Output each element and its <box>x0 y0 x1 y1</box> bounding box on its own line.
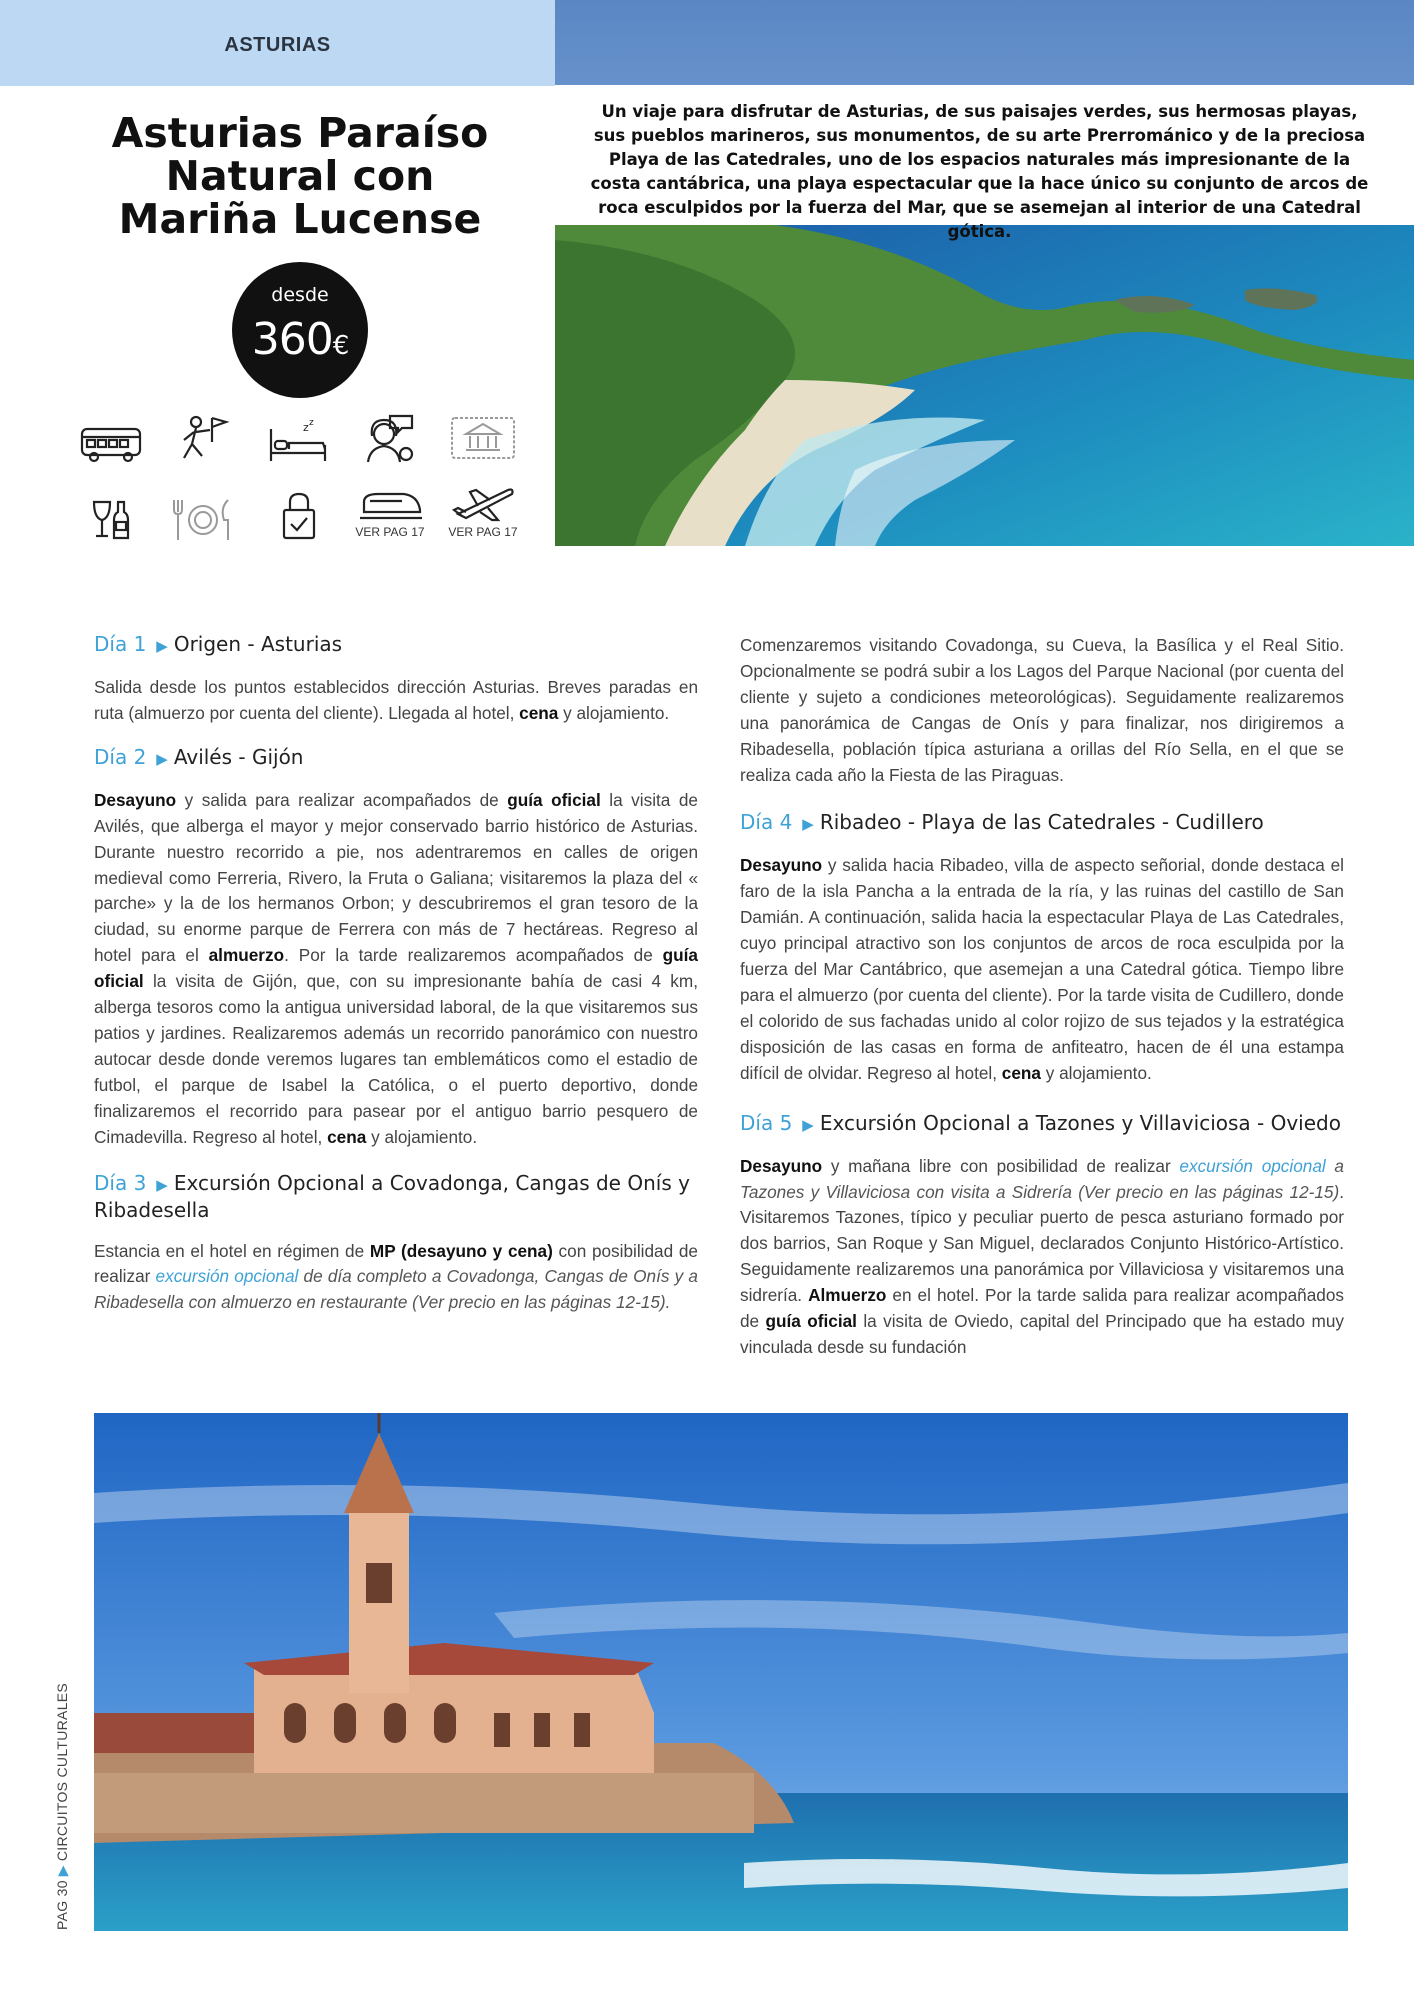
plane-icon <box>448 484 518 524</box>
coast-illustration <box>555 0 1414 546</box>
day-4-heading: Día 4 ▶ Ribadeo - Playa de las Catedrales - Cudillero <box>740 810 1264 835</box>
hero-coast-photo <box>555 0 1414 546</box>
page-footer-label: PAG 30▶CIRCUITOS CULTURALES <box>54 1682 70 1930</box>
audio-guide-icon <box>356 412 426 468</box>
hotel-bed-icon <box>263 415 333 471</box>
price-badge <box>232 262 368 398</box>
gijon-church-photo <box>94 1413 1348 1931</box>
day-3-text-start: Estancia en el hotel en régimen de MP (desayuno y cena) con posibilidad de realizar excursión opcional de día completo a Covadonga, Cangas de Onís y a Ribadesella con almuerzo en restaurante (Ver precio en las páginas 12-15). <box>94 1240 698 1313</box>
optional-excursion-link-2[interactable]: excursión opcional <box>1179 1155 1326 1176</box>
day-3-text-cont: Comenzaremos visitando Covadonga, su Cueva, la Basílica y el Real Sitio. Opcionalmente se podrá subir a los Lagos del Parque Nacional (por cuenta del cliente y sujeto a condiciones meteorológicas). Seguidamente realizaremos una panorámica de Cangas de Onís y para finalizar, nos dirigiremos a Ribadesella, población típica asturiana a orillas del Río Sella, en el que se realiza cada año la Fiesta de las Piraguas. <box>740 635 1344 785</box>
plane-ref-label: VER PAG 17 <box>448 525 518 539</box>
insurance-lock-icon <box>264 488 334 544</box>
church-illustration <box>94 1413 1348 1931</box>
tour-title: Asturias Paraíso Natural con Mariña Lucense <box>111 109 489 243</box>
svg-text:z: z <box>303 421 309 434</box>
optional-excursion-link[interactable]: excursión opcional <box>155 1266 299 1287</box>
guide-flag-icon <box>170 412 240 468</box>
wine-icon <box>78 492 148 548</box>
meal-plate-icon <box>168 492 238 548</box>
itinerary-left-column <box>94 632 698 1316</box>
day-2-text: Desayuno y salida para realizar acompañados de guía oficial la visita de Avilés, que alberga el mayor y mejor conservado barrio histórico de Asturias. Durante nuestro recorrido a pie, nos adentraremos en calles de origen medieval como Ferreria, Rivero, la Fruta o Galiana; visitaremos la plaza del « parche» y la de los hermanos Orbon; y descubriremos el gran tesoro de la ciudad, su enorme parque de Ferrera con más de 7 hectáreas. Regreso al hotel para el almuerzo. Por la tarde realizaremos acompañados de guía oficial la visita de Gijón, que, con su impresionante bahía de casi 4 km, alberga tesoros como la antigua universidad laboral, de la que visitaremos sus patios y jardines. Realizaremos además un recorrido panorámico con nuestro autocar desde donde veremos lugares tan emblemáticos como el estadio de futbol, el parque de Isabel la Católica, o el puerto deportivo, donde finalizaremos el recorrido para pasear por el antiguo barrio pesquero de Cimadevilla. Regreso al hotel, cena y alojamiento. <box>94 789 698 1147</box>
day-1-text: Salida desde los puntos establecidos dirección Asturias. Breves paradas en ruta (almuerzo por cuenta del cliente). Llegada al hotel, cena y alojamiento. <box>94 677 698 723</box>
day-1-heading: Día 1 ▶ Origen - Asturias <box>94 632 343 656</box>
day-4-text: Desayuno y salida hacia Ribadeo, villa de aspecto señorial, donde destaca el faro de la isla Pancha a la entrada de la ría, y las ruinas del castillo de San Damián. A continuación, salida hacia la espectacular Playa de Las Catedrales, cuyo principal atractivo son los conjuntos de arcos de roca esculpida por la fuerza del Mar Cantábrico, que asemejan a una Catedral gótica. Tiempo libre para el almuerzo (por cuenta del cliente). Por la tarde visita de Cudillero, donde el colorido de sus fachadas unido al color rojizo de sus tejados y la estratégica disposición de las casas en forma de anfiteatro, hacen de él una estampa difícil de olvidar. Regreso al hotel, cena y alojamiento. <box>740 855 1344 1083</box>
itinerary-right-column <box>740 633 1344 1361</box>
day-3-heading: Día 3 ▶ Excursión Opcional a Covadonga, Cangas de Onís y Ribadesella <box>94 1170 690 1222</box>
monument-ticket-icon <box>448 412 518 468</box>
svg-text:z: z <box>309 418 314 428</box>
region-tab <box>0 0 555 86</box>
day-5-heading: Día 5 ▶ Excursión Opcional a Tazones y Villaviciosa - Oviedo <box>740 1110 1341 1135</box>
train-ref-label: VER PAG 17 <box>355 525 425 539</box>
price-amount: 360€ <box>251 314 349 365</box>
day-2-heading: Día 2 ▶ Avilés - Gijón <box>94 744 304 769</box>
train-icon <box>356 484 426 524</box>
day-5-text: Desayuno y mañana libre con posibilidad de realizar excursión opcional a Tazones y Villaviciosa con visita a Sidrería (Ver precio en las páginas 12-15). Visitaremos Tazones, típico y peculiar puerto de pesca asturiano formado por dos barrios, San Roque y San Miguel, declarados Conjunto Histórico-Artístico. Seguidamente realizaremos una panorámica por Villaviciosa y visitaremos una sidrería. Almuerzo en el hotel. Por la tarde salida para realizar acompañados de guía oficial la visita de Oviedo, capital del Principado que ha estado muy vinculada desde su fundación <box>740 1155 1344 1357</box>
bus-icon <box>76 415 146 471</box>
price-from-label: desde <box>271 284 329 306</box>
intro-text: Un viaje para disfrutar de Asturias, de sus paisajes verdes, sus hermosas playas, sus pueblos marineros, sus monumentos, de su arte Prerrománico y de la preciosa Playa de las Catedrales, uno de los espacios naturales más impresionante de la costa cantábrica, una playa espectacular que la hace único su conjunto de arcos de roca esculpidos por la fuerza del Mar, que se asemejan al interior de una Catedral gótica. <box>590 102 1369 241</box>
region-label: ASTURIAS <box>224 34 331 56</box>
